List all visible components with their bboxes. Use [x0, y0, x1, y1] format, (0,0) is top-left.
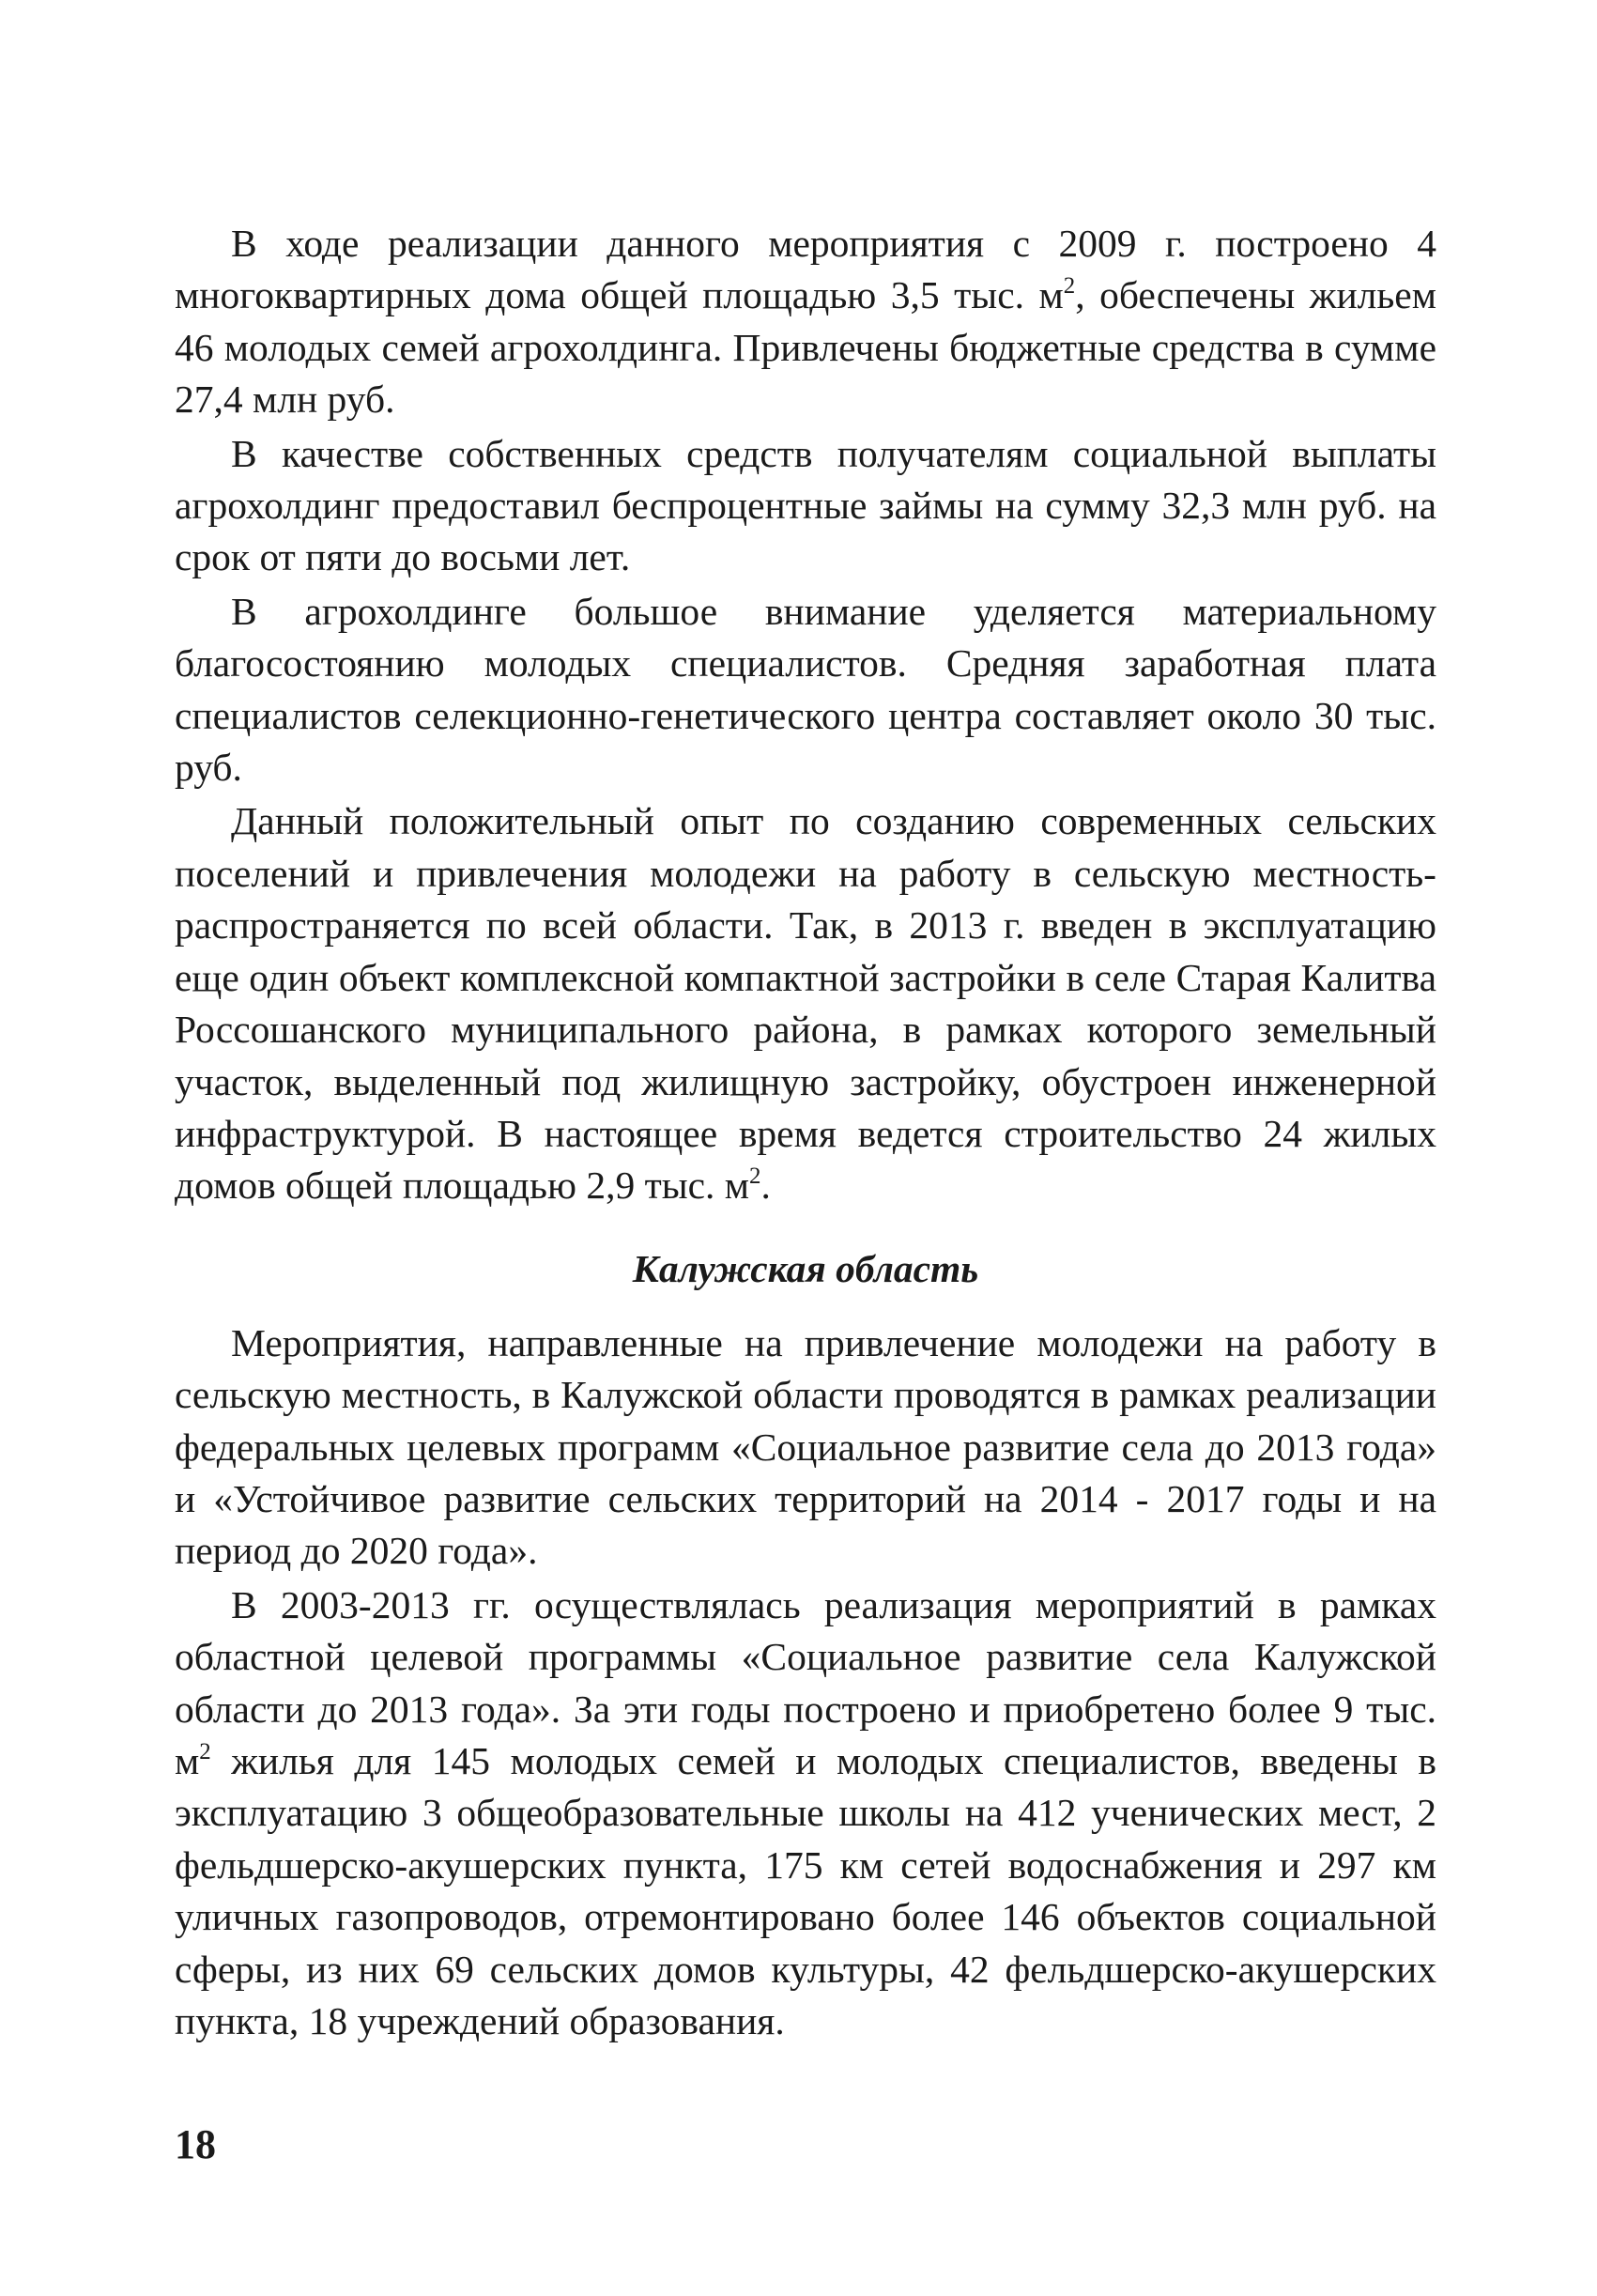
- paragraph: В качестве собственных средств получателям социальной выплаты агрохолдинг предоставил беспроцентные займы на сумму 32,3 млн руб. на срок от пяти до восьми лет.: [175, 431, 1436, 579]
- paragraph: Мероприятия, направленные на привлечение молодежи на работу в сельскую местность, в Калужской области проводятся в рамках реализации федеральных целевых программ «Социальное развитие села до 2013 года» и «Устойчивое развитие сельских территорий на 2014 - 2017 годы и на период до 2020 года».: [175, 1320, 1436, 1573]
- body-text: [175, 218, 1436, 2047]
- superscript: 2: [1063, 273, 1076, 300]
- paragraph: В 2003-2013 гг. осуществлялась реализация мероприятий в рамках областной целевой программы «Социальное развитие села Калужской области до 2013 года». За эти годы построено и приобретено более 9 тыс. $м^2$ жилья для 145 молодых семей и молодых специалистов, введены в эксплуатацию 3 общеобразовательные школы на 412 ученических мест, 2 фельдшерско-акушерских пункта, 175 км сетей водоснабжения и 297 км уличных газопроводов, отремонтировано более 146 объектов социальной сферы, из них 69 сельских домов культуры, 42 фельдшерско-акушерских пункта, 18 учреждений образования.: [175, 1582, 1436, 2042]
- section-heading: Калужская область: [632, 1246, 979, 1290]
- superscript: 2: [749, 1163, 761, 1190]
- page-number: 18: [175, 2121, 216, 2167]
- paragraph: Данный положительный опыт по созданию современных сельских поселений и привлечения молодежи на работу в сельскую местность-распространяется по всей области. Так, в 2013 г. введен в эксплуатацию еще один объект комплексной компактной застройки в селе Старая Калитва Россошанского муниципального района, в рамках которого земельный участок, выделенный под жилищную застройку, обустроен инженерной инфраструктурой. В настоящее время ведется строительство 24 жилых домов общей площадью 2,9 тыс. $м^2$.: [175, 799, 1436, 1208]
- paragraph: В агрохолдинге большое внимание уделяется материальному благосостоянию молодых специалистов. Средняя заработная плата специалистов селекционно-генетического центра составляет около 30 тыс. руб.: [175, 589, 1436, 790]
- superscript: 2: [199, 1738, 211, 1764]
- paragraph: В ходе реализации данного мероприятия с 2009 г. построено 4 многоквартирных дома общей площадью 3,5 тыс. $м^2$, обеспечены жильем 46 молодых семей агрохолдинга. Привлечены бюджетные средства в сумме 27,4 млн руб.: [175, 222, 1436, 422]
